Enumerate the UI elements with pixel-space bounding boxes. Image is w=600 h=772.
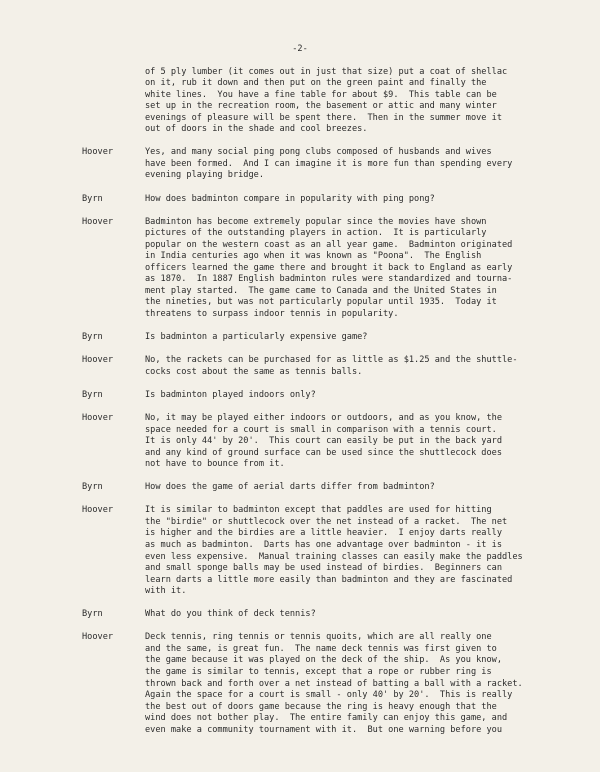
text-line: the game is similar to tennis, except that a rope or rubber ring is: [145, 666, 492, 677]
dialogue-text: [145, 609, 560, 621]
dialogue-block: [82, 217, 560, 321]
transcript-body: [82, 67, 560, 737]
text-line: How does the game of aerial darts differ from badminton?: [145, 482, 435, 493]
text-line: and the same, is great fun. The name deck tennis was first given to: [145, 643, 497, 654]
text-line: thrown back and forth over a net instead of batting a ball with a racket.: [145, 678, 523, 689]
text-line: wind does not bother play. The entire family can enjoy this game, and: [145, 713, 508, 724]
dialogue-block: [82, 482, 560, 494]
dialogue-block: [82, 194, 560, 206]
text-line: on it, rub it down and then put on the green paint and finally the: [145, 78, 487, 89]
text-line: white lines. You have a fine table for about $9. This table can be: [145, 89, 497, 100]
dialogue-block: [82, 413, 560, 471]
text-line: pictures of the outstanding players in action. It is particularly: [145, 228, 487, 239]
text-line: Again the space for a court is small - only 40' by 20'. This is really: [145, 690, 513, 701]
dialogue-text: [145, 390, 560, 402]
speaker-name: Hoover: [82, 632, 114, 643]
text-line: evenings of pleasure will be spent there. Then in the summer move it: [145, 112, 502, 123]
text-line: out of doors in the shade and cool breezes.: [145, 124, 368, 135]
speaker-name: Hoover: [82, 147, 114, 158]
dialogue-block: [82, 355, 560, 378]
text-line: No, it may be played either indoors or outdoors, and as you know, the: [145, 412, 502, 423]
dialogue-text: [145, 355, 560, 378]
text-line: space needed for a court is small in comparison with a tennis court.: [145, 424, 497, 435]
text-line: Badminton has become extremely popular since the movies have shown: [145, 216, 487, 227]
page-number: -2-: [292, 44, 308, 54]
speaker-name: Byrn: [82, 389, 103, 400]
dialogue-block: [82, 609, 560, 621]
text-line: not have to bounce from it.: [145, 459, 285, 470]
text-line: Deck tennis, ring tennis or tennis quoits, which are all really one: [145, 632, 492, 643]
dialogue-block: [82, 147, 560, 182]
text-line: set up in the recreation room, the basement or attic and many winter: [145, 101, 497, 112]
speaker-name: Hoover: [82, 412, 114, 423]
dialogue-block: [82, 67, 560, 136]
speaker-name: Hoover: [82, 355, 114, 366]
speaker-name: [82, 67, 145, 136]
text-line: as 1870. In 1887 English badminton rules were standardized and tourna-: [145, 274, 513, 285]
dialogue-text: [145, 217, 560, 321]
text-line: even less expensive. Manual training classes can easily make the paddles: [145, 551, 523, 562]
speaker-name: Byrn: [82, 332, 103, 343]
text-line: of 5 ply lumber (it comes out in just that size) put a coat of shellac: [145, 66, 508, 77]
text-line: threatens to surpass indoor tennis in popularity.: [145, 309, 399, 320]
text-line: What do you think of deck tennis?: [145, 609, 316, 620]
dialogue-text: [145, 632, 560, 736]
text-line: Yes, and many social ping pong clubs composed of husbands and wives: [145, 147, 492, 158]
text-line: the nineties, but was not particularly popular until 1935. Today it: [145, 297, 497, 308]
dialogue-text: [145, 147, 560, 182]
text-line: the best out of doors game because the ring is heavy enough that the: [145, 701, 497, 712]
dialogue-block: [82, 505, 560, 597]
dialogue-block: [82, 632, 560, 736]
text-line: and any kind of ground surface can be used since the shuttlecock does: [145, 447, 502, 458]
text-line: popular on the western coast as an all year game. Badminton originated: [145, 239, 513, 250]
dialogue-text: [145, 67, 560, 136]
text-line: learn darts a little more easily than badminton and they are fascinated: [145, 574, 513, 585]
text-line: have been formed. And I can imagine it is more fun than spending every: [145, 158, 513, 169]
dialogue-text: [145, 332, 560, 344]
text-line: cocks cost about the same as tennis balls.: [145, 366, 363, 377]
text-line: How does badminton compare in popularity with ping pong?: [145, 193, 435, 204]
dialogue-text: [145, 194, 560, 206]
text-line: as much as badminton. Darts has one advantage over badminton - it is: [145, 539, 502, 550]
dialogue-text: [145, 413, 560, 471]
text-line: even make a community tournament with it. But one warning before you: [145, 724, 502, 735]
text-line: ment play started. The game came to Canada and the United States in: [145, 285, 497, 296]
speaker-name: Byrn: [82, 193, 103, 204]
text-line: Is badminton played indoors only?: [145, 389, 316, 400]
text-line: It is only 44' by 20'. This court can easily be put in the back yard: [145, 436, 502, 447]
text-line: is higher and the birdies are a little heavier. I enjoy darts really: [145, 528, 502, 539]
dialogue-block: [82, 390, 560, 402]
speaker-name: Byrn: [82, 609, 103, 620]
text-line: the game because it was played on the deck of the ship. As you know,: [145, 655, 502, 666]
speaker-name: Hoover: [82, 216, 114, 227]
text-line: evening playing bridge.: [145, 170, 264, 181]
text-line: No, the rackets can be purchased for as little as $1.25 and the shuttle-: [145, 355, 518, 366]
text-line: with it.: [145, 586, 187, 597]
speaker-name: Hoover: [82, 505, 114, 516]
dialogue-text: [145, 482, 560, 494]
text-line: in India centuries ago when it was known as "Poona". The English: [145, 251, 482, 262]
dialogue-text: [145, 505, 560, 597]
text-line: and small sponge balls may be used instead of birdies. Beginners can: [145, 563, 502, 574]
dialogue-block: [82, 332, 560, 344]
text-line: It is similar to badminton except that paddles are used for hitting: [145, 505, 492, 516]
text-line: Is badminton a particularly expensive game?: [145, 332, 368, 343]
text-line: officers learned the game there and brought it back to England as early: [145, 262, 513, 273]
text-line: the "birdie" or shuttlecock over the net instead of a racket. The net: [145, 516, 508, 527]
speaker-name: Byrn: [82, 482, 103, 493]
